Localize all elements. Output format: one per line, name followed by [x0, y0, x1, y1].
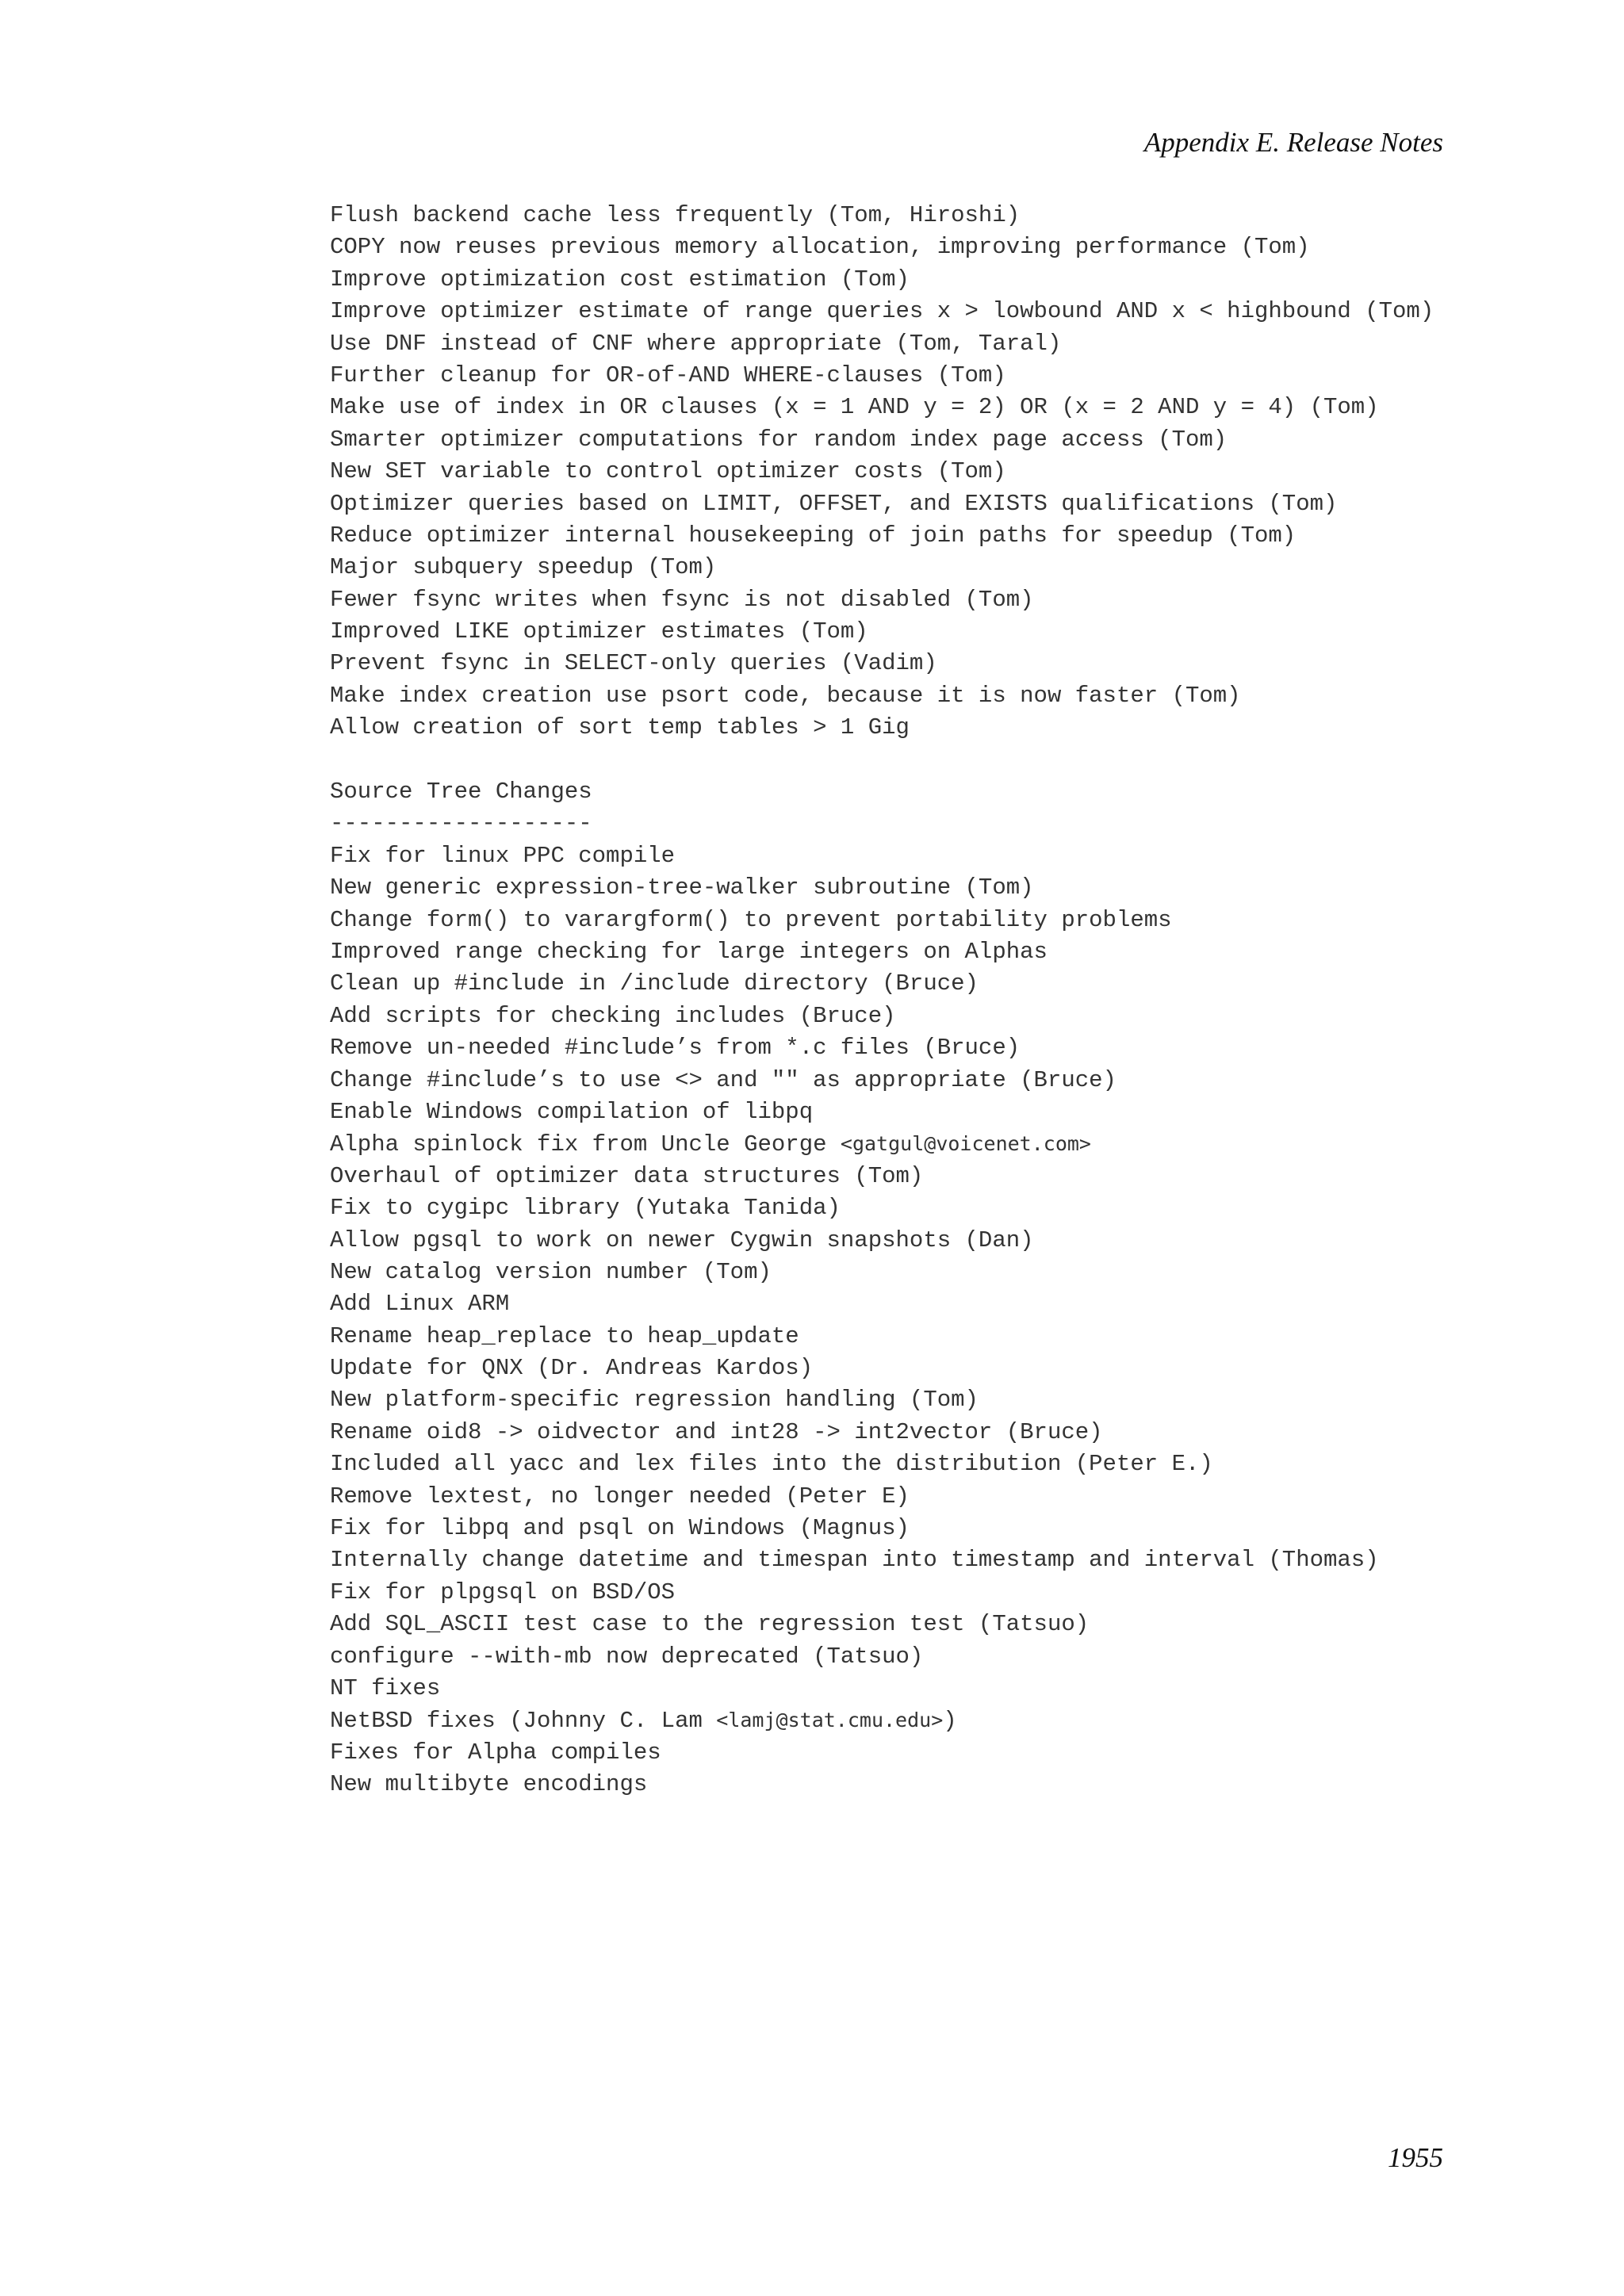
note-line: Allow pgsql to work on newer Cygwin snapshots (Dan) [330, 1226, 1034, 1253]
note-line-with-email [330, 1705, 1434, 1736]
note-line: Allow creation of sort temp tables > 1 Gig [330, 714, 910, 741]
note-line: Clean up #include in /include directory (Bruce) [330, 970, 979, 997]
note-line: Fix for linux PPC compile [330, 842, 676, 869]
note-line: Flush backend cache less frequently (Tom, Hiroshi) [330, 202, 1021, 228]
section-underline: ------------------- [330, 810, 592, 837]
note-line: New platform-specific regression handling (Tom) [330, 1387, 979, 1414]
page-number: 1955 [1388, 2142, 1443, 2173]
note-line: configure --with-mb now deprecated (Tatsuo) [330, 1643, 924, 1670]
note-line: Make index creation use psort code, because it is now faster (Tom) [330, 682, 1241, 709]
note-line: Optimizer queries based on LIMIT, OFFSET, and EXISTS qualifications (Tom) [330, 490, 1338, 517]
note-line-with-email [330, 1128, 1434, 1160]
note-line: Included all yacc and lex files into the distribution (Peter E.) [330, 1451, 1213, 1478]
note-line: Improve optimizer estimate of range queries x > lowbound AND x < highbound (Tom) [330, 298, 1434, 325]
note-line: Improved LIKE optimizer estimates (Tom) [330, 618, 868, 645]
note-line: New multibyte encodings [330, 1771, 648, 1798]
note-line: COPY now reuses previous memory allocation, improving performance (Tom) [330, 234, 1310, 261]
note-line: Rename oid8 -> oidvector and int28 -> int2vector (Bruce) [330, 1418, 1103, 1445]
note-line: Change #include’s to use <> and "" as appropriate (Bruce) [330, 1066, 1116, 1093]
note-line: Fixes for Alpha compiles [330, 1739, 661, 1766]
note-line: Fix for libpq and psql on Windows (Magnus) [330, 1515, 910, 1542]
release-notes-body [330, 200, 1434, 1801]
note-line: Make use of index in OR clauses (x = 1 AND y = 2) OR (x = 2 AND y = 4) (Tom) [330, 394, 1379, 421]
note-line: Rename heap_replace to heap_update [330, 1322, 799, 1349]
note-text: Alpha spinlock fix from Uncle George [330, 1131, 841, 1158]
note-line: NT fixes [330, 1674, 441, 1701]
note-line: Overhaul of optimizer data structures (Tom) [330, 1162, 924, 1189]
note-line: New catalog version number (Tom) [330, 1258, 772, 1285]
note-line: Prevent fsync in SELECT-only queries (Vadim) [330, 650, 937, 677]
blank-line [330, 744, 1434, 776]
note-text-suffix: ) [943, 1708, 957, 1735]
performance-section [330, 200, 1434, 744]
note-line: Further cleanup for OR-of-AND WHERE-clauses (Tom) [330, 362, 1006, 388]
note-line: New generic expression-tree-walker subroutine (Tom) [330, 874, 1034, 901]
note-line: Remove un-needed #include’s from *.c files (Bruce) [330, 1035, 1021, 1062]
note-line: Improve optimization cost estimation (Tom) [330, 266, 910, 293]
note-line: New SET variable to control optimizer costs (Tom) [330, 458, 1006, 485]
note-line: Reduce optimizer internal housekeeping of join paths for speedup (Tom) [330, 522, 1297, 549]
running-header: Appendix E. Release Notes [1143, 127, 1443, 158]
note-line: Change form() to varargform() to prevent portability problems [330, 906, 1172, 933]
source-tree-section [330, 776, 1434, 1801]
note-line: Remove lextest, no longer needed (Peter E) [330, 1483, 910, 1510]
note-line: Update for QNX (Dr. Andreas Kardos) [330, 1355, 814, 1382]
note-line: Improved range checking for large integers on Alphas [330, 938, 1048, 965]
email-address: <gatgul@voicenet.com> [840, 1132, 1091, 1156]
note-line: Enable Windows compilation of libpq [330, 1098, 814, 1125]
note-line: Fix to cygipc library (Yutaka Tanida) [330, 1195, 841, 1222]
note-line: Fix for plpgsql on BSD/OS [330, 1578, 676, 1605]
note-line: Add scripts for checking includes (Bruce) [330, 1002, 896, 1029]
note-line: Major subquery speedup (Tom) [330, 554, 717, 581]
note-line: Add Linux ARM [330, 1291, 510, 1318]
note-line: Add SQL_ASCII test case to the regression test (Tatsuo) [330, 1611, 1090, 1638]
note-line: Fewer fsync writes when fsync is not disabled (Tom) [330, 586, 1034, 613]
section-heading: Source Tree Changes [330, 779, 592, 806]
note-text: NetBSD fixes (Johnny C. Lam [330, 1708, 717, 1735]
note-line: Smarter optimizer computations for random index page access (Tom) [330, 426, 1228, 453]
note-line: Internally change datetime and timespan into timestamp and interval (Thomas) [330, 1547, 1379, 1574]
email-address: <lamj@stat.cmu.edu> [716, 1709, 944, 1732]
note-line: Use DNF instead of CNF where appropriate (Tom, Taral) [330, 330, 1062, 357]
